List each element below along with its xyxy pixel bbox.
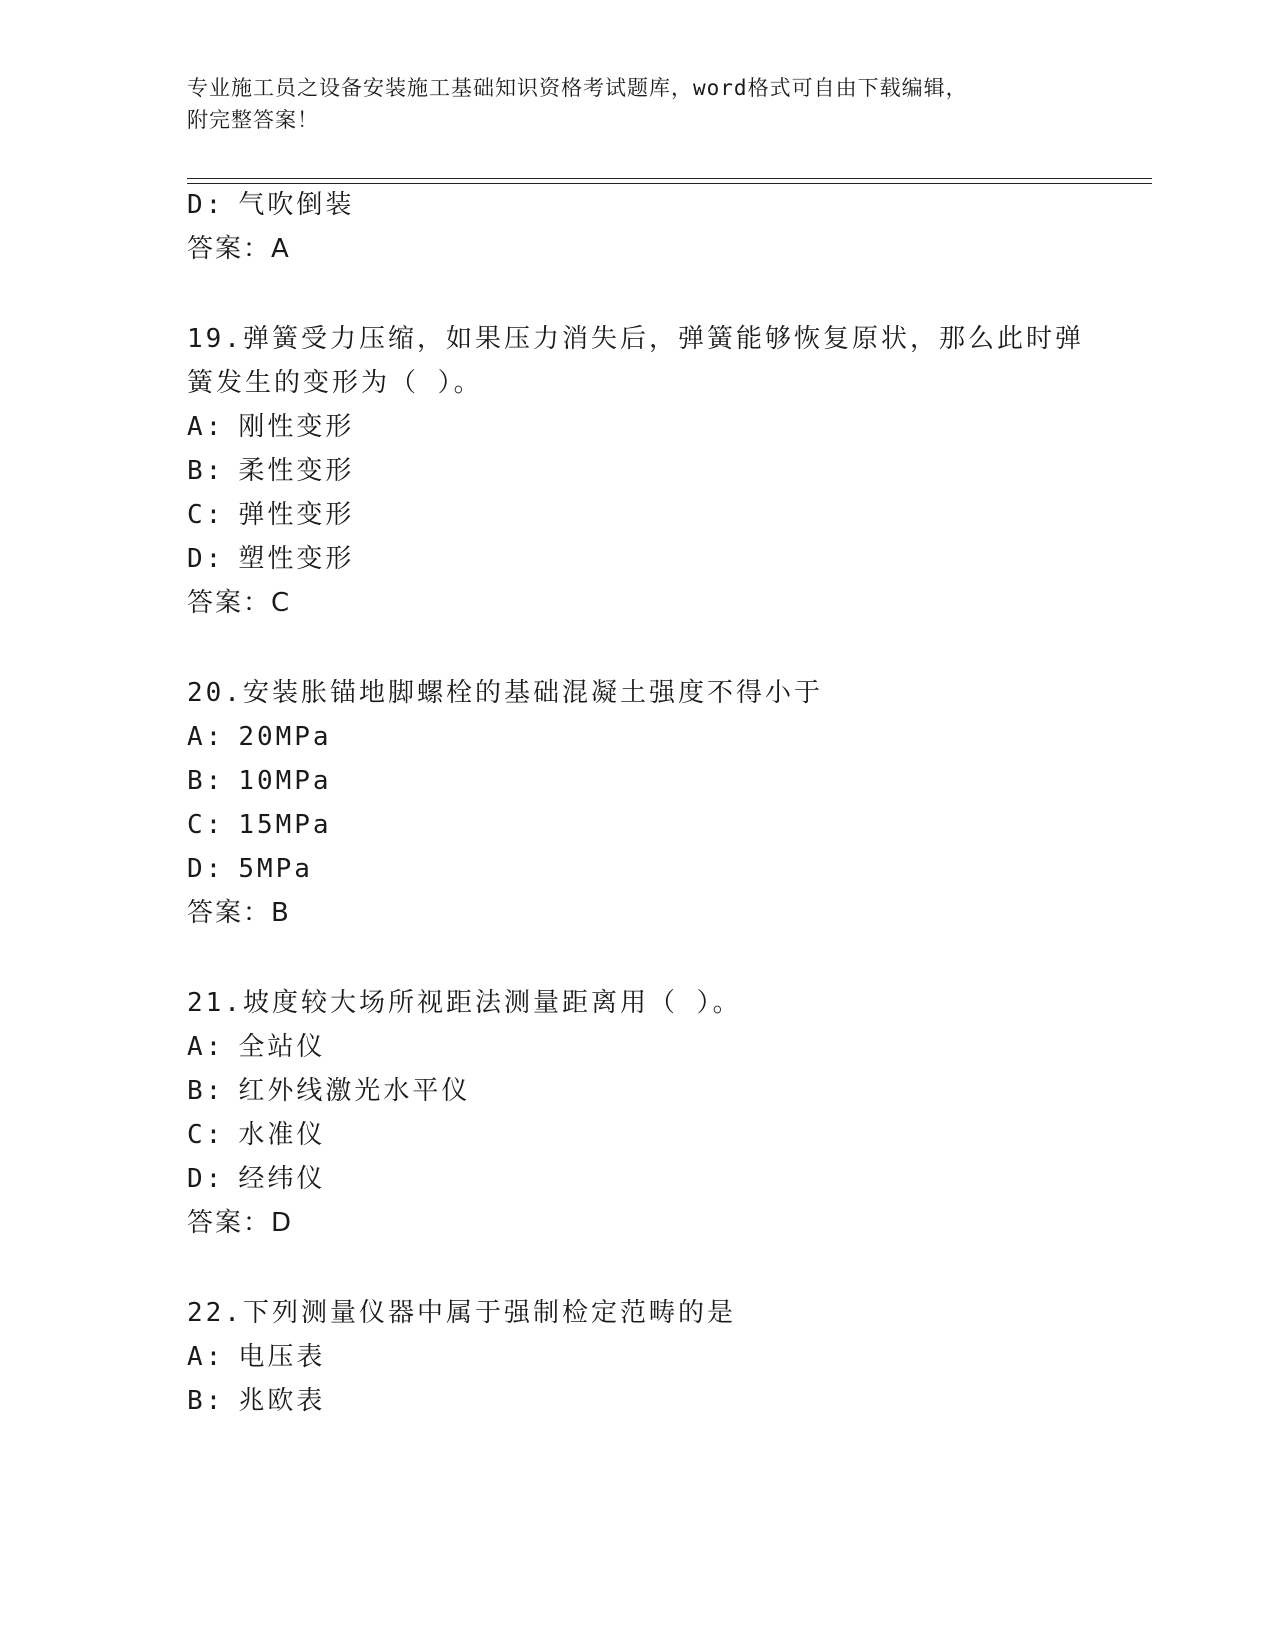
question-21-option-d [187, 1162, 325, 1196]
header-line-1: 专业施工员之设备安装施工基础知识资格考试题库，word格式可自由下载编辑， [187, 76, 968, 100]
header-line-2: 附完整答案！ [187, 108, 319, 132]
option-letter: A: [187, 1032, 225, 1062]
option-text: 兆欧表 [238, 1386, 326, 1416]
option-text: 全站仪 [238, 1032, 326, 1062]
option-letter: D: [187, 1164, 225, 1194]
header-divider-top [187, 178, 1152, 179]
question-19-option-b [187, 454, 354, 488]
question-21-option-b [187, 1074, 470, 1108]
option-text: 刚性变形 [238, 412, 355, 442]
option-text: 气吹倒装 [238, 190, 355, 220]
option-letter: C: [187, 1120, 225, 1150]
option-d [187, 188, 354, 222]
option-letter: B: [187, 1076, 225, 1106]
option-letter: D: [187, 544, 225, 574]
question-19-option-a [187, 410, 354, 444]
question-21-option-a [187, 1030, 325, 1064]
question-20-option-c [187, 808, 332, 842]
option-text: 20MPa [238, 722, 332, 752]
option-letter: B: [187, 766, 225, 796]
question-22-option-b [187, 1384, 325, 1418]
option-text: 弹性变形 [238, 500, 355, 530]
document-header [187, 72, 1087, 136]
question-20-option-b [187, 764, 332, 798]
option-text: 红外线激光水平仪 [238, 1076, 471, 1106]
option-letter: A: [187, 722, 225, 752]
option-letter: B: [187, 456, 225, 486]
question-22-option-a [187, 1340, 325, 1374]
question-20-answer: 答案：B [187, 898, 291, 928]
option-letter: C: [187, 500, 225, 530]
option-text: 15MPa [238, 810, 332, 840]
question-19-option-d [187, 542, 354, 576]
option-text: 10MPa [238, 766, 332, 796]
option-letter: C: [187, 810, 225, 840]
question-21-answer: 答案：D [187, 1208, 294, 1238]
answer: 答案：A [187, 234, 291, 264]
option-letter: D: [187, 190, 225, 220]
question-19-stem-line-2: 簧发生的变形为（ ）。 [187, 368, 483, 398]
option-text: 经纬仪 [238, 1164, 326, 1194]
question-19-answer: 答案：C [187, 588, 292, 618]
question-19-option-c [187, 498, 354, 532]
question-21-stem: 21.坡度较大场所视距法测量距离用（ ）。 [187, 988, 742, 1018]
question-20-stem: 20.安装胀锚地脚螺栓的基础混凝土强度不得小于 [187, 678, 823, 708]
question-19-stem-line-1: 19.弹簧受力压缩，如果压力消失后，弹簧能够恢复原状，那么此时弹 [187, 324, 1084, 354]
question-21-option-c [187, 1118, 325, 1152]
option-letter: A: [187, 412, 225, 442]
option-text: 5MPa [238, 854, 313, 884]
option-letter: B: [187, 1386, 225, 1416]
option-text: 柔性变形 [238, 456, 355, 486]
option-letter: A: [187, 1342, 225, 1372]
question-22-stem: 22.下列测量仪器中属于强制检定范畴的是 [187, 1298, 736, 1328]
option-text: 电压表 [238, 1342, 326, 1372]
option-letter: D: [187, 854, 225, 884]
question-20-option-a [187, 720, 332, 754]
option-text: 塑性变形 [238, 544, 355, 574]
question-20-option-d [187, 852, 313, 886]
header-divider-bottom [187, 183, 1152, 184]
option-text: 水准仪 [238, 1120, 326, 1150]
